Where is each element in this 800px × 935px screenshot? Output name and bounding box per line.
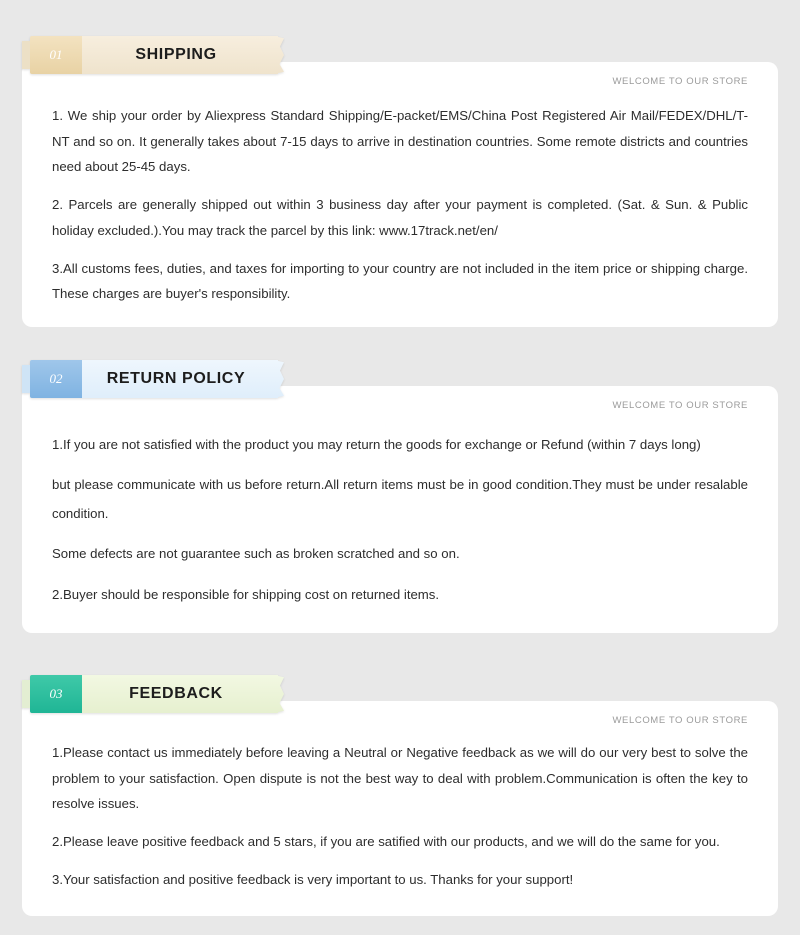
return-policy-paragraph-3: Some defects are not guarantee such as broken scratched and so on. (52, 546, 460, 562)
feedback-section-title: FEEDBACK (82, 675, 278, 713)
shipping-welcome-text: WELCOME TO OUR STORE (612, 76, 748, 87)
feedback-paragraph-2: 2.Please leave positive feedback and 5 stars, if you are satified with our products, and we will do the same for you. (52, 834, 720, 850)
return-policy-welcome-text: WELCOME TO OUR STORE (612, 400, 748, 411)
shipping-paragraph-1: 1. We ship your order by Aliexpress Standard Shipping/E-packet/EMS/China Post Registered Air Mail/FEDEX/DHL/T-NT and so on. It generally takes about 7-15 days to arrive in destination countries. Some remote districts and countries need about 25-45 days. (52, 108, 748, 175)
shipping-section-number: 01 (30, 36, 82, 74)
return-policy-section-title: RETURN POLICY (82, 360, 278, 398)
return-policy-paragraph-1: 1.If you are not satisfied with the product you may return the goods for exchange or Refund (within 7 days long) (52, 437, 701, 452)
section-shipping (22, 36, 778, 327)
shipping-card (22, 62, 778, 327)
shipping-ribbon-header (22, 36, 278, 74)
section-feedback (22, 675, 778, 916)
shipping-section-title: SHIPPING (82, 36, 278, 74)
return-policy-paragraph-4: 2.Buyer should be responsible for shipping cost on returned items. (52, 586, 440, 602)
section-return-policy (22, 360, 778, 633)
shipping-paragraph-3: 3.All customs fees, duties, and taxes for importing to your country are not included in the item price or shipping charge. These charges are buyer's responsibility. (52, 260, 748, 302)
feedback-welcome-text: WELCOME TO OUR STORE (612, 715, 748, 726)
feedback-card (22, 701, 778, 916)
return-policy-paragraph-2: but please communicate with us before return.All return items must be in good condition.They must be under resalable condition. (52, 477, 748, 521)
return-policy-card (22, 386, 778, 633)
return-policy-ribbon-header (22, 360, 278, 398)
feedback-paragraph-3: 3.Your satisfaction and positive feedback is very important to us. Thanks for your support! (52, 871, 574, 887)
feedback-section-number: 03 (30, 675, 82, 713)
feedback-ribbon-header (22, 675, 278, 713)
return-policy-section-number: 02 (30, 360, 82, 398)
shipping-paragraph-2: 2. Parcels are generally shipped out within 3 business day after your payment is completed. (Sat. & Sun. & Public holiday excluded.).You may track the parcel by this link: www.17track.net/en/ (52, 197, 748, 238)
feedback-paragraph-1: 1.Please contact us immediately before leaving a Neutral or Negative feedback as we will do our very best to solve the problem to your satisfaction. Open dispute is not the best way to deal with problem.Communication is often the key to resolve issues. (52, 745, 748, 812)
